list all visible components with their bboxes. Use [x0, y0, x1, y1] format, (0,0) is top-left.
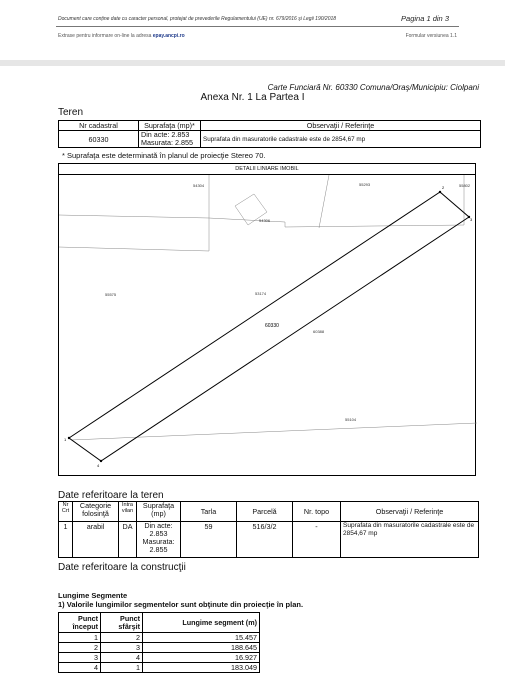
- vertex-label-2: 2: [442, 185, 445, 190]
- cell-nr-topo: -: [293, 522, 341, 558]
- masurata-value: 2.855: [149, 545, 168, 554]
- cell-start: 3: [59, 653, 101, 663]
- extract-prefix: Extrase pentru informare on-line la adresa: [58, 33, 152, 39]
- table-row: [59, 663, 260, 673]
- col-observatii: Observaţii / Referinţe: [201, 121, 481, 131]
- cell-length: 188.645: [143, 643, 260, 653]
- cell-suprafata-mp: [137, 522, 181, 558]
- table-row: [59, 633, 260, 643]
- cell-observatii: Suprafata din masuratorile cadastrale este de 2854,67 mp: [201, 131, 481, 148]
- cell-observatii-teren: Suprafata din masuratorile cadastrale este de 2854,67 mp: [341, 522, 479, 558]
- label-55575: 55575: [105, 292, 117, 297]
- map-title: DETALII LINIARE IMOBIL: [59, 164, 475, 175]
- label-55802: 55802: [459, 183, 471, 188]
- vertex-label-3: 3: [470, 217, 473, 222]
- col-nr-crt: Nr Crt: [59, 502, 73, 522]
- lungime-subtitle: 1) Valorile lungimilor segmentelor sunt obţinute din proiecţie în plan.: [58, 600, 304, 609]
- table-row: [59, 643, 260, 653]
- din-acte: Din acte: 2.853: [141, 130, 190, 139]
- cell-tarla: 59: [181, 522, 237, 558]
- label-60330: 60330: [265, 323, 279, 329]
- extract-note: [58, 33, 185, 39]
- col-nr-topo: Nr. topo: [293, 502, 341, 522]
- cell-length: 16.927: [143, 653, 260, 663]
- page-number: Pagina 1 din 3: [401, 14, 449, 23]
- label-60388: 60388: [313, 329, 325, 334]
- masurata: Masurata: 2.855: [141, 138, 193, 147]
- label-54304: 54304: [193, 183, 205, 188]
- col-observatii-teren: Observaţii / Referinţe: [341, 502, 479, 522]
- cell-end: 4: [101, 653, 143, 663]
- col-punct-sfarsit: Punct sfârşit: [101, 613, 143, 633]
- col-suprafata-mp: Suprafaţa (mp): [137, 502, 181, 522]
- cell-end: 2: [101, 633, 143, 643]
- extract-site-link[interactable]: epay.ancpi.ro: [152, 33, 185, 39]
- cell-nr: 1: [59, 522, 73, 558]
- header-sheet: [0, 0, 505, 60]
- date-constructii-title: Date referitoare la construcţii: [58, 562, 186, 573]
- cell-parcela: 516/3/2: [237, 522, 293, 558]
- table-row: [59, 653, 260, 663]
- din-acte-value: 2.853: [149, 529, 168, 538]
- cell-nr-cadastral: 60330: [59, 131, 139, 148]
- col-parcela: Parcelă: [237, 502, 293, 522]
- form-version: Formular versiunea 1.1: [405, 33, 457, 39]
- vertex-label-4: 4: [97, 463, 100, 468]
- label-53174: 53174: [255, 291, 267, 296]
- parcel-drawing: [59, 175, 477, 477]
- date-teren-title: Date referitoare la teren: [58, 490, 164, 501]
- lungime-title: Lungime Segmente: [58, 591, 128, 600]
- cell-start: 2: [59, 643, 101, 653]
- cell-end: 1: [101, 663, 143, 673]
- label-55104: 55104: [345, 417, 357, 422]
- cell-suprafata: [139, 131, 201, 148]
- neighbor-boundaries: [59, 175, 477, 440]
- plan-map: [58, 163, 476, 476]
- cell-intravilan: DA: [119, 522, 137, 558]
- label-55293: 55293: [359, 182, 371, 187]
- vertex-label-1: 1: [64, 437, 67, 442]
- cell-categorie: arabil: [73, 522, 119, 558]
- teren-title: Teren: [58, 107, 84, 118]
- col-punct-inceput: Punct început: [59, 613, 101, 633]
- col-suprafata: Suprafaţa (mp)*: [139, 121, 201, 131]
- cell-start: 1: [59, 633, 101, 643]
- col-categorie: Categorie folosinţă: [73, 502, 119, 522]
- cell-length: 15.457: [143, 633, 260, 643]
- label-54306: 54306: [259, 218, 271, 223]
- din-acte-label: Din acte:: [144, 521, 173, 530]
- masurata-label: Masurata:: [142, 537, 175, 546]
- col-lungime: Lungime segment (m): [143, 613, 260, 633]
- header-divider: [56, 26, 459, 27]
- col-intravilan: Intra vilan: [119, 502, 137, 522]
- col-tarla: Tarla: [181, 502, 237, 522]
- carte-funciara-title: Carte Funciară Nr. 60330 Comuna/Oraş/Municipiu: Ciolpani: [267, 83, 479, 92]
- privacy-notice: Document care conține date cu caracter personal, protejat de prevederile Regulamentului (UE) nr. 679/2016 şi Legii 190/2018: [58, 16, 337, 22]
- cell-end: 3: [101, 643, 143, 653]
- cell-start: 4: [59, 663, 101, 673]
- suprafata-note: * Suprafaţa este determinată în planul de proiecţie Stereo 70.: [62, 151, 266, 160]
- teren-table: [58, 120, 481, 148]
- date-teren-table: [58, 501, 479, 558]
- col-nr-cadastral: Nr cadastral: [59, 121, 139, 131]
- lungime-table: [58, 612, 260, 673]
- cell-length: 183.049: [143, 663, 260, 673]
- anexa-title: Anexa Nr. 1 La Partea I: [200, 92, 305, 103]
